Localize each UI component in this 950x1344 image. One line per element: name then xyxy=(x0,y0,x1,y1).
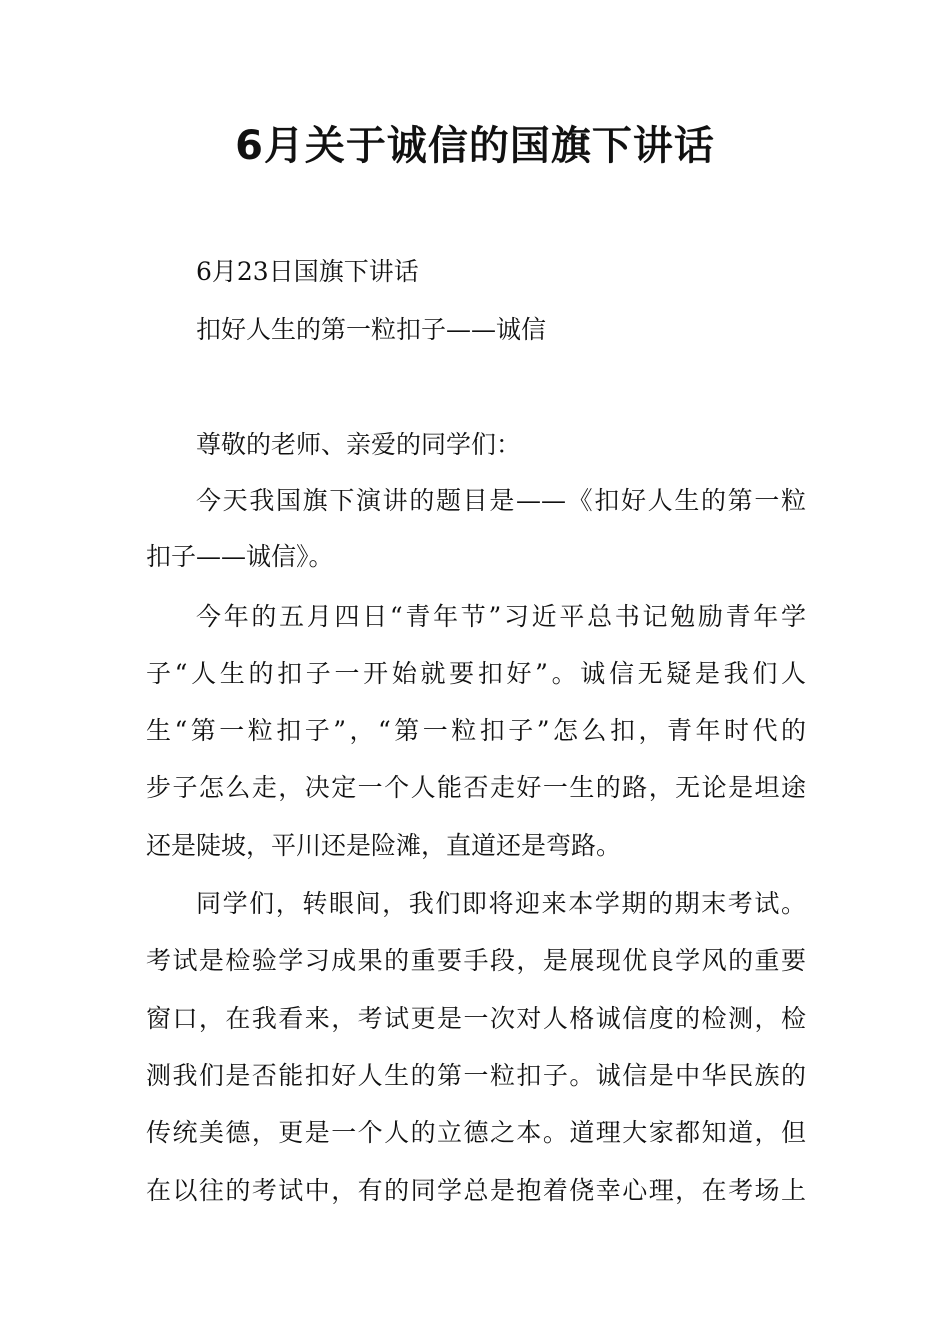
paragraph-line: 测我们是否能扣好人生的第一粒扣子。诚信是中华民族的 xyxy=(146,1061,806,1090)
paragraph-line: 还是陡坡，平川还是险滩，直道还是弯路。 xyxy=(146,831,622,860)
paragraph-line: 考试是检验学习成果的重要手段，是展现优良学风的重要 xyxy=(146,946,806,975)
paragraph-line: 生“第一粒扣子”，“第一粒扣子”怎么扣，青年时代的 xyxy=(146,716,806,745)
paragraph-line: 今年的五月四日“青年节”习近平总书记勉励青年学 xyxy=(196,602,806,631)
paragraph-line: 传统美德，更是一个人的立德之本。道理大家都知道，但 xyxy=(146,1118,806,1147)
paragraph-line: 同学们，转眼间，我们即将迎来本学期的期末考试。 xyxy=(196,889,806,918)
paragraph-line: 子“人生的扣子一开始就要扣好”。诚信无疑是我们人 xyxy=(146,659,806,688)
paragraph-line: 扣子——诚信》。 xyxy=(146,542,334,571)
paragraph-line: 窗口，在我看来，考试更是一次对人格诚信度的检测，检 xyxy=(146,1004,806,1033)
paragraph-line: 步子怎么走，决定一个人能否走好一生的路，无论是坦途 xyxy=(146,773,806,802)
paragraph-line: 今天我国旗下演讲的题目是——《扣好人生的第一粒 xyxy=(196,486,806,515)
speech-subtitle-line: 扣好人生的第一粒扣子——诚信 xyxy=(196,315,547,344)
paragraph-line: 在以往的考试中，有的同学总是抱着侥幸心理，在考场上 xyxy=(146,1176,806,1205)
greeting-line: 尊敬的老师、亲爱的同学们： xyxy=(196,430,522,459)
speech-date-line: 6月23日国旗下讲话 xyxy=(196,257,419,286)
document-title: 6月关于诚信的国旗下讲话 xyxy=(235,123,715,169)
